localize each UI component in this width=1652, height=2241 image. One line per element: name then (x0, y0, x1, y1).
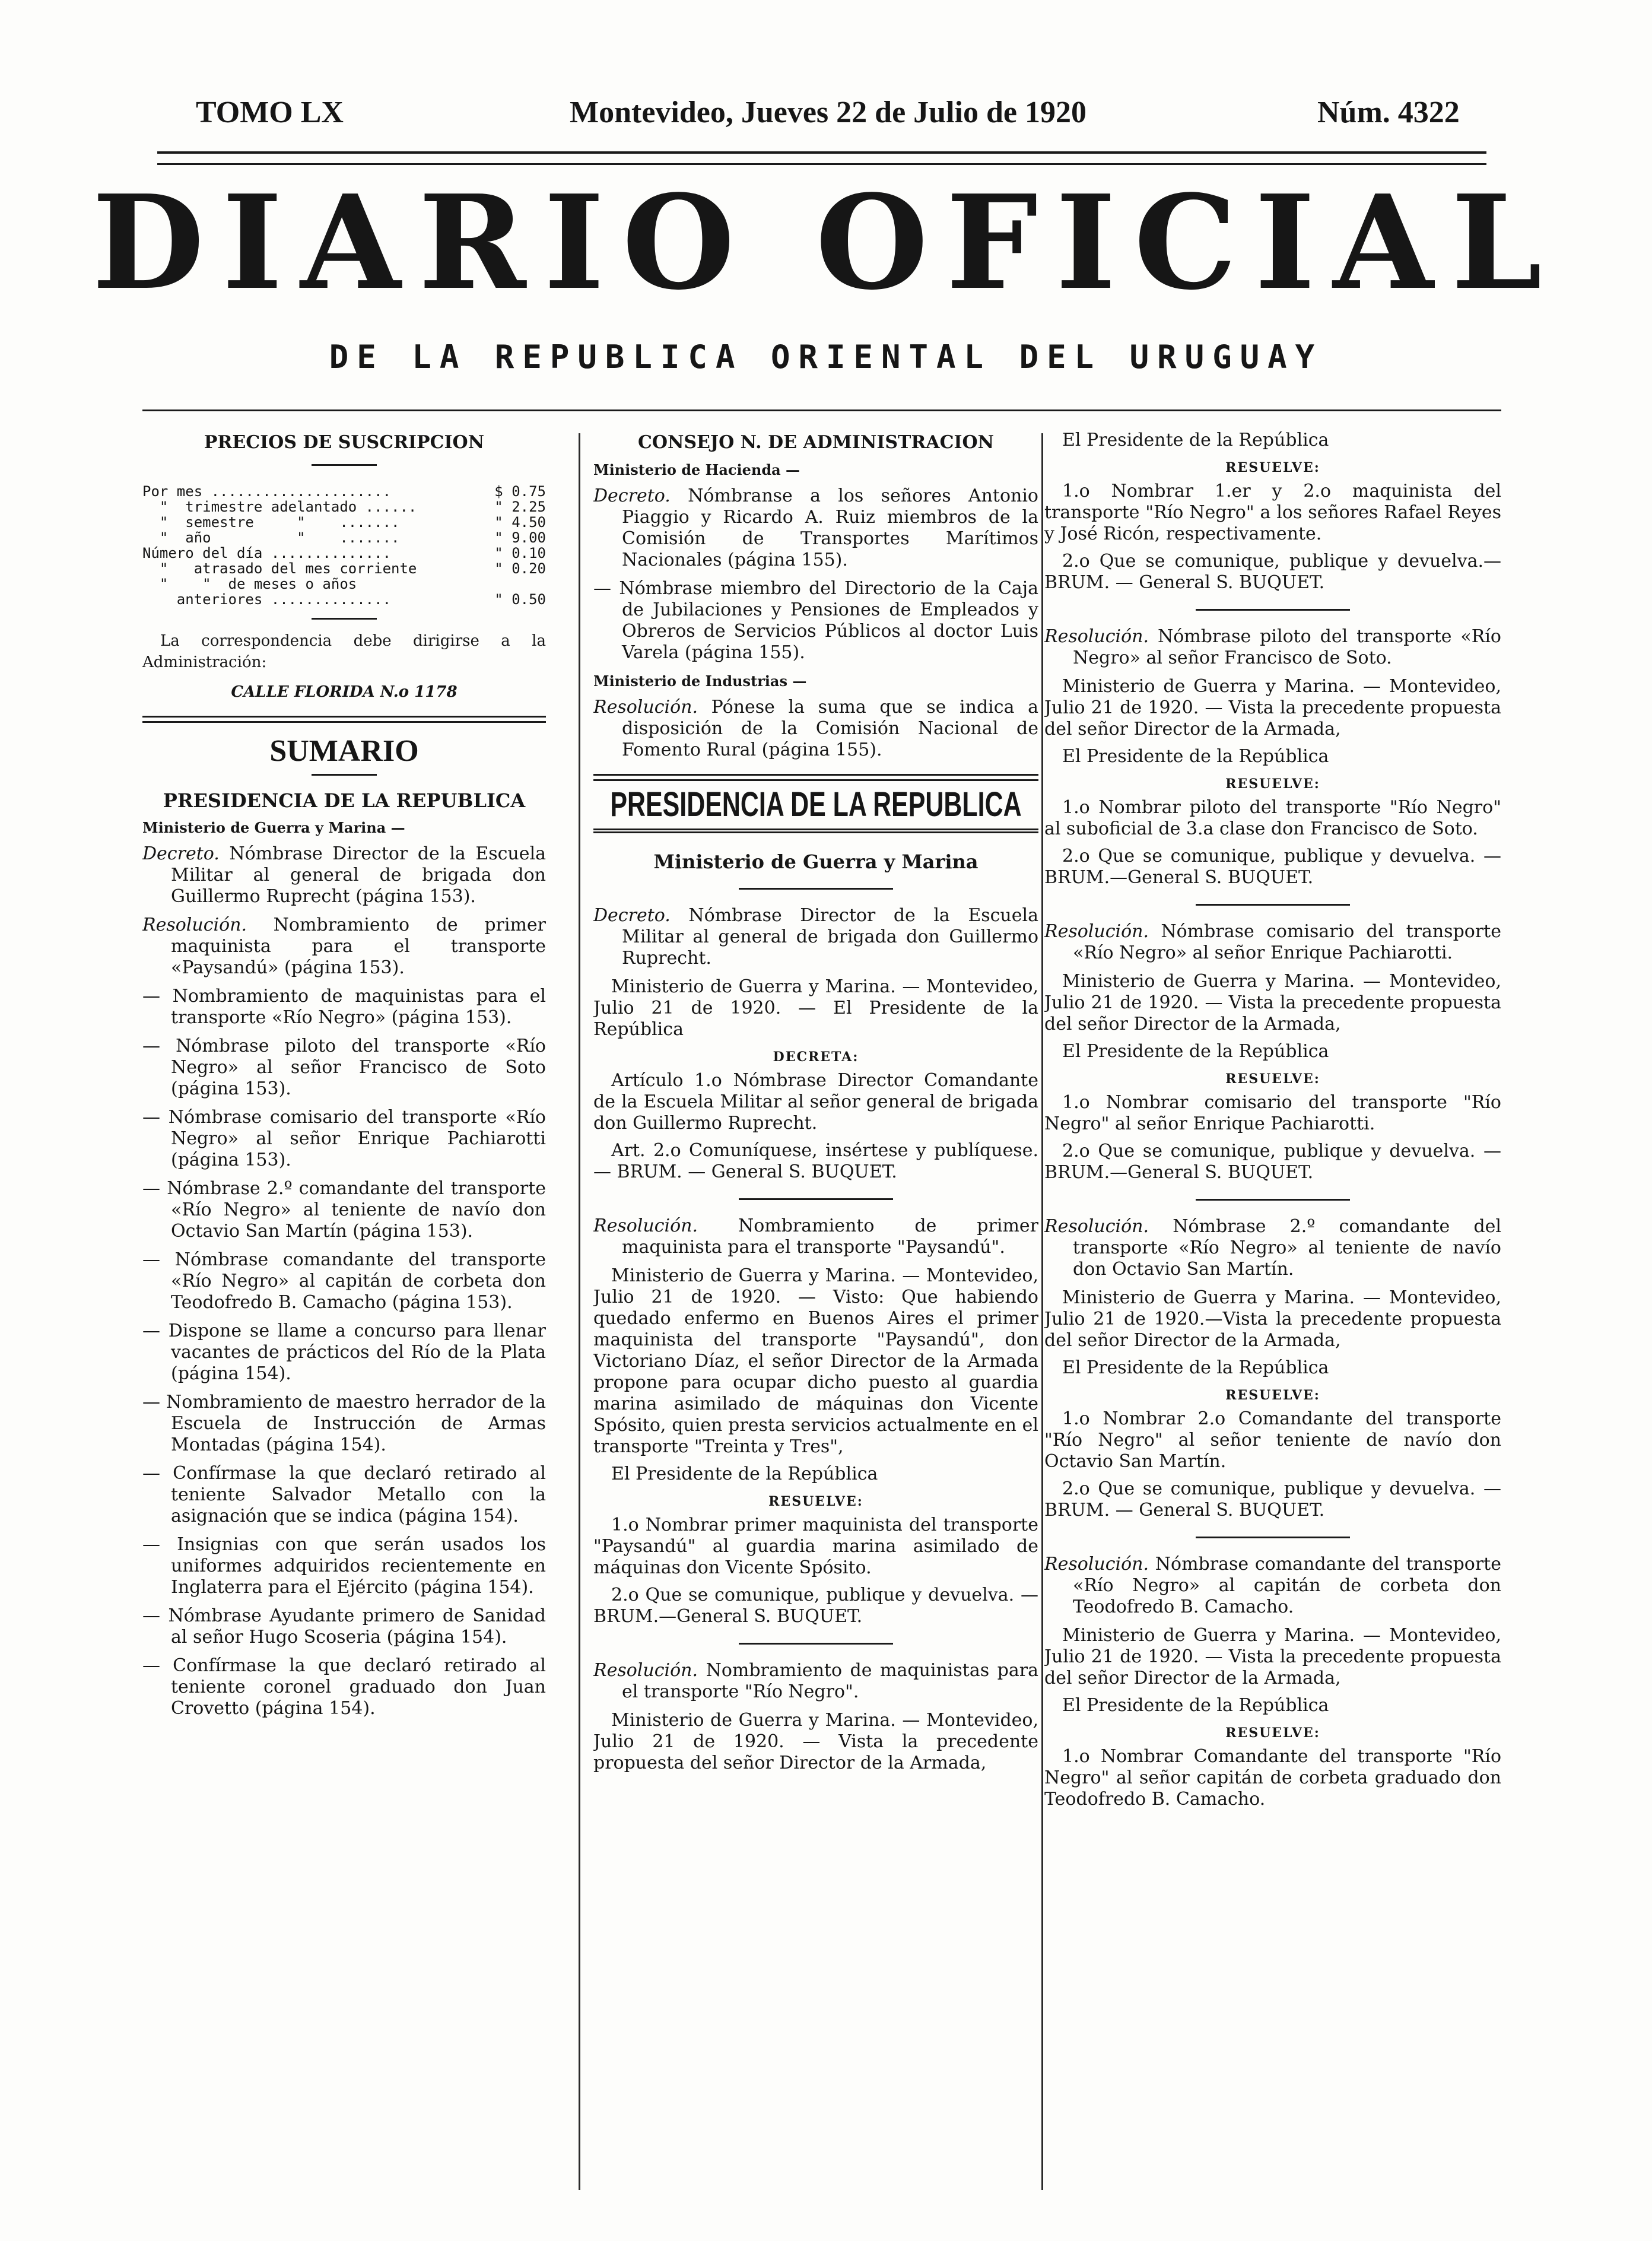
entry-lead: — (142, 1534, 160, 1555)
divider (739, 888, 893, 890)
summary-entry (142, 915, 546, 979)
divider (1196, 904, 1350, 906)
entry-lead: Decreto. (142, 843, 220, 864)
entry-text: Confírmase la que declaró retirado al teniente coronel graduado don Juan Crovetto (página 154). (171, 1655, 546, 1719)
entry-lead: Decreto. (593, 905, 671, 926)
decreto-entry (593, 905, 1038, 969)
price-list (142, 484, 546, 607)
masthead-rule (142, 410, 1501, 411)
c-point1: 1.o Nombrar comisario del transporte "Río Negro" al señor Enrique Pachiarotti. (1044, 1092, 1501, 1134)
entry-text: Nómbrase Director de la Escuela Militar al general de brigada don Guillermo Ruprecht (página 153). (171, 843, 546, 907)
a-presidente: El Presidente de la República (1062, 430, 1329, 450)
entry-lead: Resolución. (593, 1215, 698, 1236)
entry-lead: — (142, 1249, 160, 1270)
res1-point2: 2.o Que se comunique, publique y devuelva. — BRUM.—General S. BUQUET. (593, 1585, 1038, 1627)
price-label: " trimestre adelantado ...... (142, 499, 417, 515)
price-row (142, 499, 546, 515)
sumario-heading: SUMARIO (269, 734, 419, 768)
divider (1196, 1199, 1350, 1201)
resuelve-label: RESUELVE: (1225, 1725, 1320, 1741)
divider (312, 774, 377, 776)
resuelve-label: RESUELVE: (768, 1494, 863, 1509)
entry-text: Nómbrase 2.º comandante del transporte «Río Negro» al teniente de navío don Octavio San Martín (página 153). (167, 1178, 546, 1242)
entry-text: Insignias con que serán usados los uniformes adquiridos recientemente en Inglaterra para el Ejército (página 154). (171, 1534, 546, 1598)
price-label: " atrasado del mes corriente (142, 561, 417, 576)
entry-text: Nombramiento de maquinistas para el transporte «Río Negro» (página 153). (171, 986, 546, 1028)
entry-text: Nómbranse a los señores Antonio Piaggio y Ricardo A. Ruiz miembros de la Comisión de Transportes Marítimos Nacionales (página 155). (622, 485, 1038, 570)
price-label: anteriores .............. (142, 592, 392, 607)
summary-entry (593, 697, 1038, 761)
summary-entry (142, 1392, 546, 1456)
e-point1: 1.o Nombrar Comandante del transporte "Río Negro" al señor capitán de corbeta graduado don Teodofredo B. Camacho. (1044, 1746, 1501, 1810)
price-row (142, 545, 546, 561)
admin-address: CALLE FLORIDA N.o 1178 (231, 683, 458, 701)
price-value: " 0.10 (494, 545, 546, 561)
divider (312, 464, 377, 466)
res2-body: Ministerio de Guerra y Marina. — Montevideo, Julio 21 de 1920. — Vista la precedente propuesta del señor Director de la Armada, (593, 1710, 1038, 1773)
price-label: " " de meses o años (142, 576, 357, 592)
resuelve-label: RESUELVE: (1225, 1388, 1320, 1403)
ministry-guerra-title: Ministerio de Guerra y Marina (653, 850, 979, 873)
d-entry (1044, 1216, 1501, 1280)
summary-entry (142, 1107, 546, 1171)
divider (1196, 609, 1350, 611)
double-rule (593, 774, 1038, 781)
presidencia-heading: PRESIDENCIA DE LA REPUBLICA (163, 789, 526, 812)
entry-lead: Resolución. (1044, 1216, 1149, 1237)
d-body: Ministerio de Guerra y Marina. — Montevideo, Julio 21 de 1920.—Vista la precedente propuesta del señor Director de la Armada, (1044, 1287, 1501, 1351)
presidencia-title: PRESIDENCIA DE LA REPUBLICA (610, 785, 1022, 824)
entry-lead: Resolución. (1044, 1554, 1149, 1575)
e-body: Ministerio de Guerra y Marina. — Montevideo, Julio 21 de 1920. — Vista la precedente propuesta del señor Director de la Armada, (1044, 1625, 1501, 1688)
res1-body: Ministerio de Guerra y Marina. — Montevideo, Julio 21 de 1920. — Visto: Que habiendo quedado enfermo en Buenos Aires el primer maquinista del transporte "Paysandú", don Victoriano Díaz, el señor Director de la Armada propone para ocupar dicho puesto al guardia marina asimilado de máquinas don Vicente Spósito, quien presta servicios actualmente en el transporte "Treinta y Tres", (593, 1265, 1038, 1457)
entry-text: Nómbrase piloto del transporte «Río Negro» al señor Francisco de Soto (página 153). (171, 1036, 546, 1099)
entry-text: Confírmase la que declaró retirado al teniente Salvador Metallo con la asignación que se indica (página 154). (171, 1463, 546, 1526)
masthead-title: DIARIO OFICIAL (92, 167, 1560, 319)
summary-entry (593, 578, 1038, 664)
a-point1: 1.o Nombrar 1.er y 2.o maquinista del transporte "Río Negro" a los señores Rafael Reyes y José Ricón, respectivamente. (1044, 481, 1501, 544)
entry-text: Nómbrase Ayudante primero de Sanidad al señor Hugo Scoseria (página 154). (168, 1605, 546, 1648)
summary-entry (142, 1534, 546, 1598)
entry-lead: — (142, 1107, 160, 1128)
c-presidente: El Presidente de la República (1062, 1041, 1329, 1062)
price-row (142, 576, 546, 592)
column-left (142, 427, 546, 2214)
d-point1: 1.o Nombrar 2.o Comandante del transporte "Río Negro" al señor teniente de navío don Octavio San Martín. (1044, 1408, 1501, 1472)
entry-lead: Resolución. (1044, 921, 1149, 942)
ministry-guerra-label: Ministerio de Guerra y Marina — (142, 819, 405, 836)
res1-entry (593, 1215, 1038, 1258)
summary-entry (142, 1655, 546, 1719)
decreto-art1: Artículo 1.o Nómbrase Director Comandante de la Escuela Militar al señor general de brigada don Guillermo Ruprecht. (593, 1070, 1038, 1134)
entry-lead: Resolución. (1044, 626, 1149, 647)
price-label: Número del día .............. (142, 545, 392, 561)
consejo-heading: CONSEJO N. DE ADMINISTRACION (637, 432, 995, 453)
price-row (142, 515, 546, 530)
summary-entry (142, 986, 546, 1029)
double-rule (593, 829, 1038, 833)
column-right (1044, 427, 1501, 2214)
price-row (142, 561, 546, 576)
entry-text: Nómbrase comandante del transporte «Río Negro» al capitán de corbeta don Teodofredo B. Camacho (página 153). (171, 1249, 546, 1313)
price-label: " semestre " ....... (142, 515, 400, 530)
entry-text: Dispone se llame a concurso para llenar vacantes de prácticos del Río de la Plata (página 154). (168, 1321, 546, 1384)
entry-lead: — (142, 1655, 160, 1676)
res2-entry (593, 1660, 1038, 1703)
entry-lead: — (142, 1605, 160, 1626)
summary-entry (142, 1463, 546, 1527)
column-middle (593, 427, 1038, 2214)
summary-entry (142, 1036, 546, 1100)
b-presidente: El Presidente de la República (1062, 746, 1329, 767)
price-row (142, 592, 546, 607)
column-divider-2 (1041, 433, 1043, 2190)
entry-text: Nombramiento de primer maquinista para el transporte «Paysandú» (página 153). (171, 915, 546, 978)
entry-lead: — (142, 1178, 160, 1199)
decreta-label: DECRETA: (773, 1049, 859, 1065)
divider (312, 618, 377, 620)
prices-heading: PRECIOS DE SUSCRIPCION (204, 432, 485, 453)
b-point1: 1.o Nombrar piloto del transporte "Río Negro" al suboficial de 3.a clase don Francisco de Soto. (1044, 797, 1501, 839)
price-row (142, 530, 546, 545)
entry-lead: — (142, 1463, 160, 1484)
entry-text: Nombramiento de maquinistas para el transporte "Río Negro". (622, 1660, 1038, 1702)
price-value (487, 576, 546, 592)
b-body: Ministerio de Guerra y Marina. — Montevideo, Julio 21 de 1920. — Vista la precedente propuesta del señor Director de la Armada, (1044, 676, 1501, 739)
entry-text: Nómbrase piloto del transporte «Río Negro» al señor Francisco de Soto. (1073, 626, 1501, 668)
d-point2: 2.o Que se comunique, publique y devuelva. — BRUM. — General S. BUQUET. (1044, 1478, 1501, 1521)
e-entry (1044, 1554, 1501, 1618)
price-value: " 4.50 (494, 514, 546, 531)
resuelve-label: RESUELVE: (1225, 1071, 1320, 1087)
entry-lead: Resolución. (142, 915, 247, 935)
summary-entry (142, 843, 546, 907)
divider (739, 1198, 893, 1200)
entry-lead: — (593, 578, 611, 599)
summary-entry (142, 1605, 546, 1648)
a-point2: 2.o Que se comunique, publique y devuelva.—BRUM. — General S. BUQUET. (1044, 551, 1501, 593)
b-point2: 2.o Que se comunique, publique y devuelva. — BRUM.—General S. BUQUET. (1044, 846, 1501, 888)
price-label: Por mes ..................... (142, 484, 392, 499)
price-value: " 0.50 (494, 591, 546, 608)
double-rule (142, 716, 546, 723)
entry-lead: — (142, 986, 160, 1007)
industrias-list (593, 697, 1038, 761)
summary-entry (142, 1249, 546, 1313)
divider (1196, 1537, 1350, 1538)
entry-text: Pónese la suma que se indica a disposición de la Comisión Nacional de Fomento Rural (página 155). (622, 697, 1038, 760)
header-rule-top (157, 151, 1486, 154)
entry-lead: — (142, 1392, 160, 1412)
entry-lead: Decreto. (593, 485, 671, 506)
e-presidente: El Presidente de la República (1062, 1695, 1329, 1716)
entry-lead: Resolución. (593, 1660, 698, 1681)
entry-text: Nombramiento de maestro herrador de la Escuela de Instrucción de Armas Montadas (página 154). (166, 1392, 546, 1455)
price-value: " 2.25 (494, 499, 546, 515)
masthead-subtitle: DE LA REPUBLICA ORIENTAL DEL URUGUAY (329, 338, 1323, 376)
hacienda-list (593, 485, 1038, 664)
b-entry (1044, 626, 1501, 669)
entry-lead: Resolución. (593, 697, 698, 718)
resuelve-label: RESUELVE: (1225, 460, 1320, 475)
entry-text: Nómbrase comisario del transporte «Río Negro» al señor Enrique Pachiarotti. (1073, 921, 1501, 963)
entry-text: Nómbrase miembro del Directorio de la Caja de Jubilaciones y Pensiones de Empleados y Obreros de Servicios Públicos al doctor Luis Varela (página 155). (619, 578, 1038, 663)
res1-point1: 1.o Nombrar primer maquinista del transporte "Paysandú" al guardia marina asimilado de máquinas don Vicente Spósito. (593, 1515, 1038, 1578)
price-value: " 9.00 (494, 529, 546, 546)
decreto-date: Ministerio de Guerra y Marina. — Montevideo, Julio 21 de 1920. — El Presidente de la República (593, 976, 1038, 1040)
entry-text: Nómbrase comandante del transporte «Río Negro» al capitán de corbeta don Teodofredo B. Camacho. (1073, 1554, 1501, 1617)
entry-text: Nombramiento de primer maquinista para el transporte "Paysandú". (622, 1215, 1038, 1258)
price-row (142, 484, 546, 499)
price-value: " 0.20 (494, 560, 546, 577)
entry-lead: — (142, 1036, 160, 1056)
issue-number: Núm. 4322 (1317, 96, 1460, 129)
d-presidente: El Presidente de la República (1062, 1357, 1329, 1378)
issue-date: Montevideo, Jueves 22 de Julio de 1920 (570, 96, 1086, 129)
summary-entry (142, 1321, 546, 1385)
sumario-list (142, 843, 546, 1719)
entry-lead: — (142, 1321, 160, 1341)
price-value: $ 0.75 (494, 483, 546, 500)
divider (739, 1643, 893, 1645)
c-entry (1044, 921, 1501, 964)
correspondence-note: La correspondencia debe dirigirse a la Administración: (142, 632, 546, 671)
resuelve-label: RESUELVE: (1225, 776, 1320, 792)
tomo-label: TOMO LX (196, 96, 344, 129)
summary-entry (593, 485, 1038, 571)
summary-entry (142, 1178, 546, 1242)
entry-text: Nómbrase comisario del transporte «Río Negro» al señor Enrique Pachiarotti (página 153). (168, 1107, 546, 1170)
res1-presidente: El Presidente de la República (611, 1464, 878, 1484)
column-divider-1 (579, 433, 580, 2190)
entry-text: Nómbrase Director de la Escuela Militar al general de brigada don Guillermo Ruprecht. (622, 905, 1038, 969)
header-rule-bottom (157, 163, 1486, 165)
c-point2: 2.o Que se comunique, publique y devuelva. — BRUM.—General S. BUQUET. (1044, 1141, 1501, 1183)
entry-text: Nómbrase 2.º comandante del transporte «Río Negro» al teniente de navío don Octavio San Martín. (1073, 1216, 1501, 1280)
ministry-industrias-label: Ministerio de Industrias — (593, 672, 807, 690)
ministry-hacienda-label: Ministerio de Hacienda — (593, 461, 800, 478)
price-label: " año " ....... (142, 530, 400, 545)
c-body: Ministerio de Guerra y Marina. — Montevideo, Julio 21 de 1920. — Vista la precedente propuesta del señor Director de la Armada, (1044, 971, 1501, 1034)
decreto-art2: Art. 2.o Comuníquese, insértese y publíquese. — BRUM. — General S. BUQUET. (593, 1140, 1038, 1182)
